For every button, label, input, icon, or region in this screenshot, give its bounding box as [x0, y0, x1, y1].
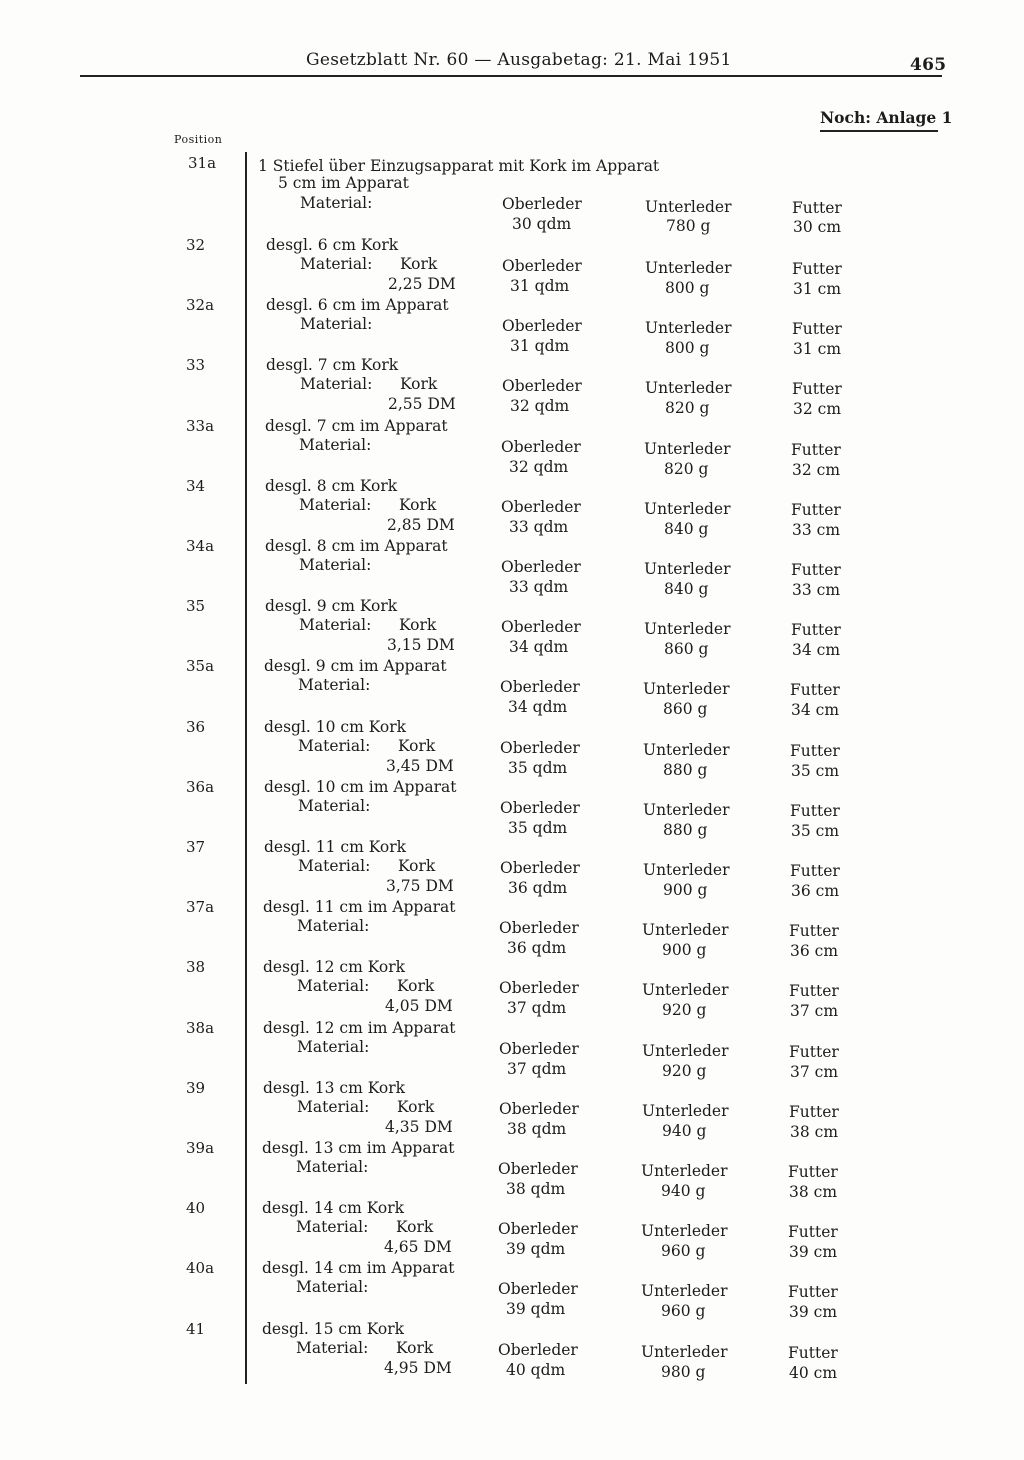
- entry-description: desgl. 15 cm Kork: [262, 1320, 405, 1338]
- entry-description: desgl. 6 cm Kork: [266, 236, 399, 254]
- oberleder-value: 35 qdm: [508, 819, 568, 837]
- futter-value: 40 cm: [789, 1364, 838, 1382]
- oberleder-label: Oberleder: [500, 739, 580, 757]
- unterleder-label: Unterleder: [641, 1343, 728, 1361]
- page-header-title: Gesetzblatt Nr. 60 — Ausgabetag: 21. Mai 1951: [306, 50, 732, 70]
- futter-value: 38 cm: [789, 1183, 838, 1201]
- position-number: 33a: [186, 417, 215, 435]
- entry-description: desgl. 11 cm Kork: [264, 838, 407, 856]
- unterleder-label: Unterleder: [643, 861, 730, 879]
- unterleder-value: 900 g: [663, 881, 708, 899]
- oberleder-value: 33 qdm: [509, 518, 569, 536]
- futter-value: 31 cm: [793, 340, 842, 358]
- futter-value: 38 cm: [790, 1123, 839, 1141]
- entry-description: desgl. 13 cm Kork: [263, 1079, 406, 1097]
- oberleder-label: Oberleder: [499, 979, 579, 997]
- oberleder-value: 39 qdm: [506, 1240, 566, 1258]
- material-label: Material:: [300, 375, 373, 393]
- oberleder-label: Oberleder: [501, 438, 581, 456]
- unterleder-label: Unterleder: [644, 500, 731, 518]
- position-number: 34a: [186, 537, 215, 555]
- futter-value: 37 cm: [790, 1063, 839, 1081]
- unterleder-value: 800 g: [665, 339, 710, 357]
- oberleder-value: 33 qdm: [509, 578, 569, 596]
- material-label: Material:: [299, 556, 372, 574]
- futter-label: Futter: [788, 1283, 838, 1301]
- position-number: 32a: [186, 296, 215, 314]
- unterleder-value: 840 g: [664, 580, 709, 598]
- material-label: Material:: [300, 315, 373, 333]
- unterleder-value: 940 g: [661, 1182, 706, 1200]
- kork-label: Kork: [398, 737, 436, 755]
- unterleder-value: 960 g: [661, 1242, 706, 1260]
- unterleder-label: Unterleder: [642, 1102, 729, 1120]
- position-number: 38a: [186, 1019, 215, 1037]
- material-label: Material:: [299, 496, 372, 514]
- futter-label: Futter: [790, 802, 840, 820]
- unterleder-label: Unterleder: [642, 921, 729, 939]
- futter-label: Futter: [791, 501, 841, 519]
- material-label: Material:: [296, 1218, 369, 1236]
- entry-description: desgl. 8 cm im Apparat: [265, 537, 448, 555]
- oberleder-label: Oberleder: [501, 558, 581, 576]
- oberleder-value: 37 qdm: [507, 1060, 567, 1078]
- entry-description: desgl. 6 cm im Apparat: [266, 296, 449, 314]
- oberleder-label: Oberleder: [501, 498, 581, 516]
- material-label: Material:: [297, 1038, 370, 1056]
- price-value: 2,25 DM: [388, 275, 456, 293]
- futter-label: Futter: [790, 681, 840, 699]
- kork-label: Kork: [398, 857, 436, 875]
- kork-label: Kork: [396, 1218, 434, 1236]
- futter-value: 35 cm: [791, 822, 840, 840]
- oberleder-label: Oberleder: [500, 799, 580, 817]
- oberleder-value: 38 qdm: [506, 1180, 566, 1198]
- oberleder-value: 34 qdm: [509, 638, 569, 656]
- futter-label: Futter: [788, 1223, 838, 1241]
- oberleder-label: Oberleder: [499, 1040, 579, 1058]
- unterleder-label: Unterleder: [645, 379, 732, 397]
- futter-label: Futter: [792, 260, 842, 278]
- unterleder-label: Unterleder: [643, 741, 730, 759]
- position-number: 32: [186, 236, 206, 254]
- price-value: 3,75 DM: [386, 877, 454, 895]
- unterleder-value: 960 g: [661, 1302, 706, 1320]
- entry-description: desgl. 10 cm im Apparat: [264, 778, 457, 796]
- annex-underline: [820, 130, 938, 132]
- oberleder-value: 32 qdm: [510, 397, 570, 415]
- entry-description: desgl. 8 cm Kork: [265, 477, 398, 495]
- column-separator: [245, 152, 247, 1384]
- unterleder-value: 840 g: [664, 520, 709, 538]
- kork-label: Kork: [400, 375, 438, 393]
- entry-description: desgl. 14 cm im Apparat: [262, 1259, 455, 1277]
- material-label: Material:: [300, 194, 373, 212]
- position-column-header: Position: [174, 133, 223, 146]
- unterleder-label: Unterleder: [643, 680, 730, 698]
- position-number: 39a: [186, 1139, 215, 1157]
- unterleder-label: Unterleder: [645, 259, 732, 277]
- position-number: 35: [186, 597, 206, 615]
- oberleder-label: Oberleder: [500, 859, 580, 877]
- position-number: 31a: [188, 154, 217, 172]
- price-value: 3,15 DM: [387, 636, 455, 654]
- entry-description: desgl. 10 cm Kork: [264, 718, 407, 736]
- futter-value: 34 cm: [792, 641, 841, 659]
- oberleder-value: 36 qdm: [507, 939, 567, 957]
- position-number: 37a: [186, 898, 215, 916]
- futter-value: 39 cm: [789, 1243, 838, 1261]
- unterleder-label: Unterleder: [644, 560, 731, 578]
- oberleder-value: 37 qdm: [507, 999, 567, 1017]
- futter-value: 30 cm: [793, 218, 842, 236]
- oberleder-value: 39 qdm: [506, 1300, 566, 1318]
- futter-label: Futter: [789, 1043, 839, 1061]
- oberleder-label: Oberleder: [502, 317, 582, 335]
- oberleder-value: 32 qdm: [509, 458, 569, 476]
- oberleder-label: Oberleder: [502, 257, 582, 275]
- unterleder-value: 880 g: [663, 821, 708, 839]
- position-number: 39: [186, 1079, 206, 1097]
- futter-label: Futter: [791, 621, 841, 639]
- oberleder-label: Oberleder: [499, 919, 579, 937]
- entry-description: desgl. 12 cm im Apparat: [263, 1019, 456, 1037]
- material-label: Material:: [298, 857, 371, 875]
- unterleder-label: Unterleder: [643, 801, 730, 819]
- futter-value: 39 cm: [789, 1303, 838, 1321]
- price-value: 2,55 DM: [388, 395, 456, 413]
- material-label: Material:: [298, 797, 371, 815]
- oberleder-value: 38 qdm: [507, 1120, 567, 1138]
- futter-value: 31 cm: [793, 280, 842, 298]
- unterleder-value: 820 g: [665, 399, 710, 417]
- unterleder-value: 920 g: [662, 1062, 707, 1080]
- futter-value: 34 cm: [791, 701, 840, 719]
- futter-label: Futter: [788, 1344, 838, 1362]
- oberleder-label: Oberleder: [498, 1280, 578, 1298]
- oberleder-label: Oberleder: [499, 1100, 579, 1118]
- futter-value: 33 cm: [792, 581, 841, 599]
- kork-label: Kork: [397, 1098, 435, 1116]
- oberleder-value: 30 qdm: [512, 215, 572, 233]
- unterleder-value: 800 g: [665, 279, 710, 297]
- material-label: Material:: [299, 436, 372, 454]
- futter-label: Futter: [790, 862, 840, 880]
- futter-label: Futter: [791, 561, 841, 579]
- entry-description: desgl. 9 cm Kork: [265, 597, 398, 615]
- oberleder-value: 35 qdm: [508, 759, 568, 777]
- position-number: 33: [186, 356, 206, 374]
- oberleder-label: Oberleder: [502, 195, 582, 213]
- position-number: 38: [186, 958, 206, 976]
- oberleder-value: 36 qdm: [508, 879, 568, 897]
- oberleder-label: Oberleder: [498, 1341, 578, 1359]
- unterleder-label: Unterleder: [644, 620, 731, 638]
- position-number: 34: [186, 477, 206, 495]
- futter-label: Futter: [789, 1103, 839, 1121]
- position-number: 37: [186, 838, 206, 856]
- material-label: Material:: [300, 255, 373, 273]
- header-rule: [80, 75, 942, 77]
- unterleder-label: Unterleder: [641, 1162, 728, 1180]
- price-value: 4,35 DM: [385, 1118, 453, 1136]
- unterleder-label: Unterleder: [641, 1282, 728, 1300]
- material-label: Material:: [297, 1098, 370, 1116]
- kork-label: Kork: [400, 255, 438, 273]
- futter-value: 32 cm: [793, 400, 842, 418]
- futter-label: Futter: [792, 380, 842, 398]
- kork-label: Kork: [397, 977, 435, 995]
- unterleder-value: 980 g: [661, 1363, 706, 1381]
- position-number: 36a: [186, 778, 215, 796]
- material-label: Material:: [298, 676, 371, 694]
- unterleder-label: Unterleder: [645, 319, 732, 337]
- position-number: 41: [186, 1320, 206, 1338]
- futter-label: Futter: [791, 441, 841, 459]
- kork-label: Kork: [396, 1339, 434, 1357]
- unterleder-value: 920 g: [662, 1001, 707, 1019]
- unterleder-label: Unterleder: [645, 198, 732, 216]
- unterleder-value: 780 g: [666, 217, 711, 235]
- unterleder-value: 860 g: [663, 700, 708, 718]
- material-label: Material:: [296, 1158, 369, 1176]
- entry-description: desgl. 7 cm Kork: [266, 356, 399, 374]
- entry-description: desgl. 13 cm im Apparat: [262, 1139, 455, 1157]
- entry-description: desgl. 11 cm im Apparat: [263, 898, 456, 916]
- entry-description: desgl. 9 cm im Apparat: [264, 657, 447, 675]
- futter-value: 33 cm: [792, 521, 841, 539]
- entry-description: desgl. 7 cm im Apparat: [265, 417, 448, 435]
- futter-label: Futter: [789, 922, 839, 940]
- unterleder-value: 820 g: [664, 460, 709, 478]
- kork-label: Kork: [399, 616, 437, 634]
- futter-value: 36 cm: [790, 942, 839, 960]
- price-value: 4,95 DM: [384, 1359, 452, 1377]
- position-number: 36: [186, 718, 206, 736]
- oberleder-label: Oberleder: [498, 1220, 578, 1238]
- oberleder-value: 40 qdm: [506, 1361, 566, 1379]
- page-number: 465: [910, 55, 947, 75]
- price-value: 4,05 DM: [385, 997, 453, 1015]
- unterleder-label: Unterleder: [641, 1222, 728, 1240]
- unterleder-label: Unterleder: [644, 440, 731, 458]
- entry-description: desgl. 14 cm Kork: [262, 1199, 405, 1217]
- material-label: Material:: [296, 1339, 369, 1357]
- oberleder-label: Oberleder: [500, 678, 580, 696]
- entry-description: 1 Stiefel über Einzugsapparat mit Kork im Apparat: [258, 157, 660, 175]
- price-value: 4,65 DM: [384, 1238, 452, 1256]
- price-value: 2,85 DM: [387, 516, 455, 534]
- futter-label: Futter: [792, 320, 842, 338]
- unterleder-value: 900 g: [662, 941, 707, 959]
- futter-value: 32 cm: [792, 461, 841, 479]
- futter-value: 35 cm: [791, 762, 840, 780]
- futter-label: Futter: [790, 742, 840, 760]
- entry-description: desgl. 12 cm Kork: [263, 958, 406, 976]
- oberleder-value: 31 qdm: [510, 337, 570, 355]
- oberleder-value: 34 qdm: [508, 698, 568, 716]
- unterleder-label: Unterleder: [642, 1042, 729, 1060]
- entry-description-line2: 5 cm im Apparat: [278, 174, 409, 192]
- oberleder-label: Oberleder: [501, 618, 581, 636]
- futter-label: Futter: [792, 199, 842, 217]
- oberleder-label: Oberleder: [502, 377, 582, 395]
- price-value: 3,45 DM: [386, 757, 454, 775]
- position-number: 40: [186, 1199, 206, 1217]
- unterleder-value: 860 g: [664, 640, 709, 658]
- material-label: Material:: [297, 977, 370, 995]
- material-label: Material:: [298, 737, 371, 755]
- futter-value: 37 cm: [790, 1002, 839, 1020]
- material-label: Material:: [296, 1278, 369, 1296]
- oberleder-label: Oberleder: [498, 1160, 578, 1178]
- kork-label: Kork: [399, 496, 437, 514]
- futter-value: 36 cm: [791, 882, 840, 900]
- material-label: Material:: [299, 616, 372, 634]
- position-number: 40a: [186, 1259, 215, 1277]
- annex-label: Noch: Anlage 1: [820, 108, 953, 127]
- position-number: 35a: [186, 657, 215, 675]
- unterleder-value: 940 g: [662, 1122, 707, 1140]
- oberleder-value: 31 qdm: [510, 277, 570, 295]
- futter-label: Futter: [788, 1163, 838, 1181]
- material-label: Material:: [297, 917, 370, 935]
- unterleder-value: 880 g: [663, 761, 708, 779]
- unterleder-label: Unterleder: [642, 981, 729, 999]
- futter-label: Futter: [789, 982, 839, 1000]
